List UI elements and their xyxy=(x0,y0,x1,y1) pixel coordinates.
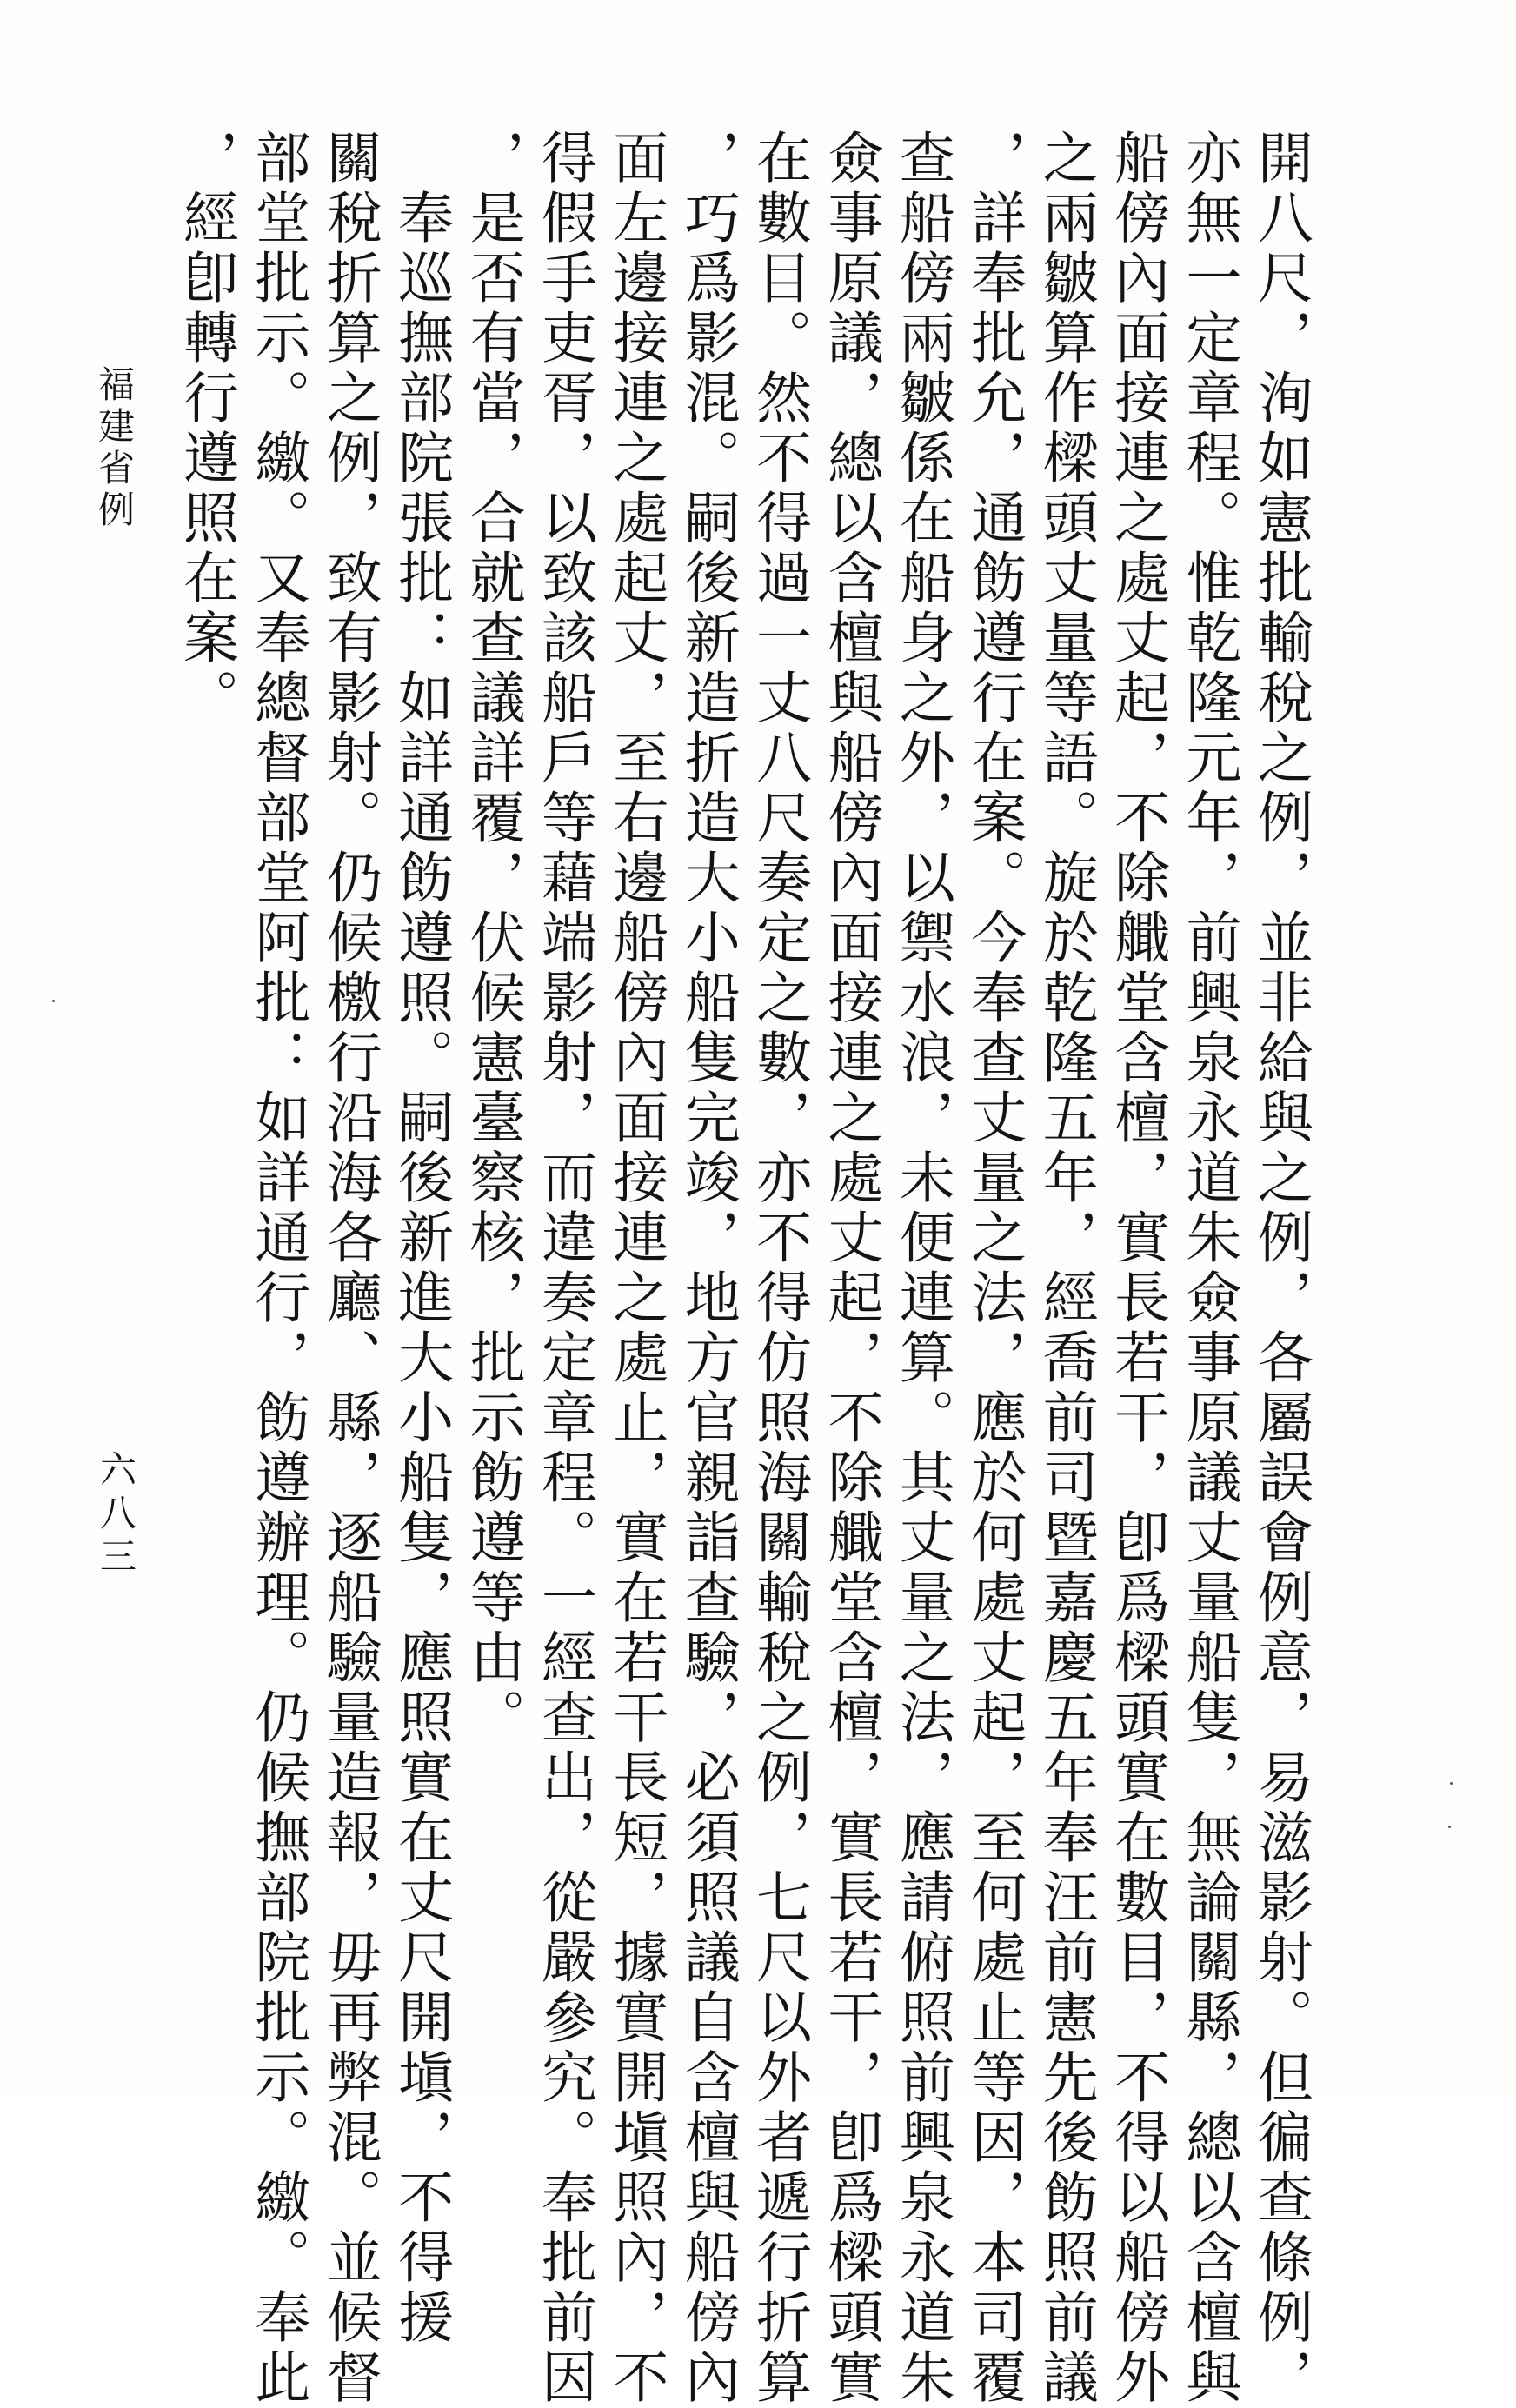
text-column: ，巧爲影混。嗣後新造折造大小船隻完竣，地方官親詣查驗，必須照議自含檀與船傍內 xyxy=(675,129,740,2408)
text-column: 之兩皺算作樑頭丈量等語。旋於乾隆五年，經喬前司暨嘉慶五年奉汪前憲先後飭照前議 xyxy=(1033,129,1098,2408)
text-column: 開八尺，洵如憲批輸稅之例，並非給與之例，各屬誤會例意，易滋影射。但徧查條例， xyxy=(1247,129,1313,2408)
text-column: 船傍內面接連之處丈起，不除艥堂含檀，實長若干，卽爲樑頭實在數目，不得以船傍外 xyxy=(1105,129,1170,2408)
page-number: 六八三 xyxy=(95,1450,137,1580)
text-column: 關稅折算之例，致有影射。仍候檄行沿海各廳、縣，逐船驗量造報，毋再弊混。並候督 xyxy=(316,129,382,2408)
running-title: 福建省例 xyxy=(93,365,136,532)
scan-speck xyxy=(1448,1826,1451,1828)
text-column: ，經卽轉行遵照在案。 xyxy=(174,129,238,728)
text-column: 在數目。然不得過一丈八尺奏定之數，亦不得仿照海關輸稅之例，七尺以外者遞行折算 xyxy=(747,129,812,2408)
text-column: 僉事原議，總以含檀與船傍內面接連之處丈起，不除艥堂含檀，實長若干，卽爲樑頭實 xyxy=(818,129,883,2408)
text-column: 部堂批示。繳。又奉總督部堂阿批：如詳通行，飭遵辦理。仍候撫部院批示。繳。奉此 xyxy=(245,129,310,2408)
body-text xyxy=(174,129,1313,2408)
text-column: 查船傍兩皺係在船身之外，以禦水浪，未便連算。其丈量之法，應請俯照前興泉永道朱 xyxy=(889,129,954,2408)
text-column: ，是否有當，合就查議詳覆，伏候憲臺察核，批示飭遵等由。 xyxy=(460,129,525,1748)
text-column: ，詳奉批允，通飭遵行在案。今奉查丈量之法，應於何處丈起，至何處止等因，本司覆 xyxy=(961,129,1027,2408)
text-column: 得假手吏胥，以致該船戶等藉端影射，而違奏定章程。一經查出，從嚴參究。奉批前因 xyxy=(531,129,596,2408)
text-column-indented: 奉巡撫部院張批：如詳通飭遵照。嗣後新進大小船隻，應照實在丈尺開塡，不得援 xyxy=(389,189,454,2348)
text-column: 亦無一定章程。惟乾隆元年，前興泉永道朱僉事原議丈量船隻，無論關縣，總以含檀與 xyxy=(1176,129,1241,2408)
scan-speck xyxy=(52,1000,55,1002)
text-column: 面左邊接連之處起丈，至右邊船傍內面接連之處止，實在若干長短，據實開塡照內，不 xyxy=(603,129,668,2408)
scan-speck xyxy=(1450,1782,1453,1785)
